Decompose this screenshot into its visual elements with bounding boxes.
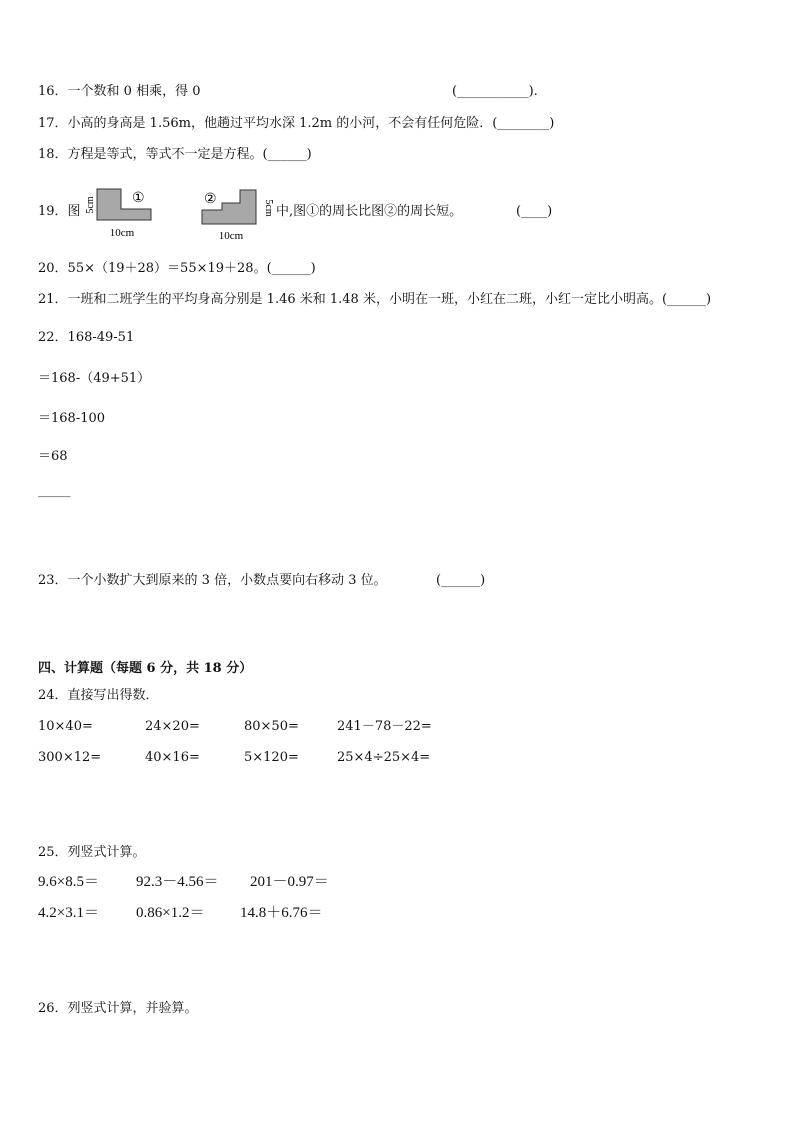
q24-item: 241－78－22= [337,719,432,734]
question-22-line-4: ＝68 [38,449,68,464]
q24-item: 5×120= [244,750,299,765]
question-18: 18．方程是等式，等式不一定是方程。(______) [38,147,312,162]
q24-item: 40×16= [145,750,200,765]
figure-2-width: 10cm [218,230,244,242]
q24-item: 10×40= [38,719,93,734]
question-24-title: 24．直接写出得数． [38,688,159,703]
question-21: 21．一班和二班学生的平均身高分别是 1.46 米和 1.48 米，小明在一班，小红在二班，小红一定比小明高。(______) [38,292,712,307]
question-19-suffix: 中,图①的周长比图②的周长短。 [276,204,463,219]
q25-item: 14.8＋6.76＝ [240,905,323,921]
figure-1 [80,186,160,242]
question-19-blank: (____) [516,204,553,219]
question-22-line-3: ＝168-100 [38,411,106,426]
q25-item: 0.86×1.2＝ [136,905,205,921]
question-16: 16．一个数和 0 相乘，得 0 [38,84,201,99]
question-23: 23．一个小数扩大到原来的 3 倍，小数点要向右移动 3 位。 [38,573,387,588]
figure-1-number: ① [132,191,145,206]
question-22-line-1: 22．168-49-51 [38,330,135,345]
q24-item: 25×4÷25×4= [337,750,431,765]
question-16-blank: (___________). [452,84,538,99]
q24-item: 80×50= [244,719,299,734]
q25-item: 201－0.97＝ [250,874,329,890]
question-17: 17．小高的身高是 1.56m，他趟过平均水深 1.2m 的小河，不会有任何危险．(________) [38,116,555,131]
figure-2-height: 5cm [263,199,274,217]
question-19-prefix: 19．图 [38,204,81,219]
figure-1-width: 10cm [109,227,135,239]
figure-2 [196,186,280,244]
question-22-answer: _____ [38,483,71,498]
q24-item: 300×12= [38,750,102,765]
question-26-title: 26．列竖式计算，并验算。 [38,1001,198,1016]
figure-2-number: ② [204,192,217,207]
q25-item: 4.2×3.1＝ [38,905,99,921]
q25-item: 92.3－4.56＝ [136,874,219,890]
figure-1-height: 5cm [85,196,96,214]
question-23-blank: (______) [436,573,486,588]
question-20: 20．55×（19＋28）＝55×19＋28。(______) [38,261,316,276]
section-4-title: 四、计算题（每题 6 分，共 18 分） [38,661,253,676]
question-22-line-2: ＝168-（49+51） [38,371,151,386]
q24-item: 24×20= [145,719,200,734]
question-25-title: 25．列竖式计算。 [38,845,146,860]
q25-item: 9.6×8.5＝ [38,874,99,890]
